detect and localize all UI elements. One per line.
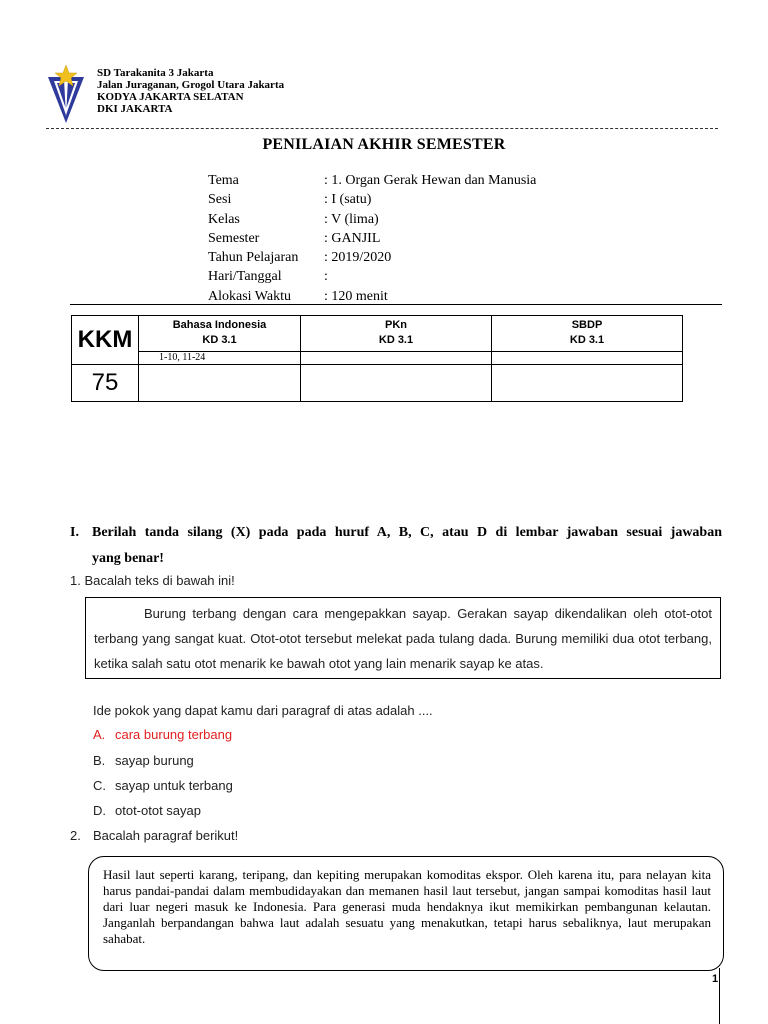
option-key: B. (93, 753, 106, 768)
school-district: KODYA JAKARTA SELATAN (97, 91, 244, 103)
info-label: Tahun Pelajaran (208, 250, 299, 266)
option-text: cara burung terbang (115, 727, 233, 742)
option-a[interactable] (93, 727, 232, 742)
score-cell (301, 365, 492, 402)
option-text: sayap burung (115, 753, 194, 768)
option-c[interactable] (93, 778, 233, 793)
info-row-sesi (208, 190, 536, 209)
option-text: otot-otot sayap (115, 803, 201, 818)
school-province: DKI JAKARTA (97, 103, 173, 115)
option-key: A. (93, 727, 106, 742)
info-divider (70, 304, 722, 305)
school-header (97, 67, 284, 115)
subject-cell-bahasa (139, 316, 301, 352)
info-label: Sesi (208, 192, 232, 208)
school-logo-icon (46, 65, 86, 125)
question-1-text: Ide pokok yang dapat kamu dari paragraf di atas adalah .... (93, 703, 433, 718)
subject-range: 1-10, 11-24 (139, 351, 301, 364)
question-2-passage-box (88, 856, 724, 971)
info-value: : 1. Organ Gerak Hewan dan Manusia (324, 173, 537, 188)
option-d[interactable] (93, 803, 201, 818)
subject-range (492, 351, 683, 364)
question-1-prompt: 1. Bacalah teks di bawah ini! (70, 573, 235, 588)
section-number: I. (70, 525, 79, 540)
info-value: : 2019/2020 (324, 250, 392, 266)
instruction-line: Berilah tanda silang (X) pada pada huruf A, B, C, atau D di lembar jawaban sesuai jawaban (92, 525, 722, 540)
info-row-tahun (208, 248, 536, 267)
question-number: 2. (70, 828, 81, 843)
instruction-line: yang benar! (92, 551, 164, 566)
info-label: Alokasi Waktu (208, 288, 291, 304)
kkm-value: 75 (72, 365, 139, 402)
option-key: C. (93, 778, 106, 793)
question-text: Bacalah paragraf berikut! (93, 828, 239, 843)
exam-info (208, 171, 536, 306)
page-title: PENILAIAN AKHIR SEMESTER (262, 136, 506, 153)
info-row-tanggal (208, 267, 536, 286)
school-address: Jalan Juraganan, Grogol Utara Jakarta (97, 79, 285, 91)
school-name: SD Tarakanita 3 Jakarta (97, 67, 214, 79)
info-label: Tema (208, 173, 239, 188)
subject-range (301, 351, 492, 364)
info-value: : (324, 269, 328, 285)
info-row-kelas (208, 210, 536, 229)
question-1-passage-box (85, 597, 721, 679)
score-cell (139, 365, 301, 402)
subject-cell-sbdp (492, 316, 683, 352)
subject-kd: KD 3.1 (378, 334, 414, 347)
info-value: : I (satu) (324, 192, 372, 208)
kkm-table (71, 315, 683, 402)
info-label: Kelas (208, 211, 240, 227)
question-2-prompt (70, 828, 238, 843)
info-label: Semester (208, 230, 260, 246)
info-value: : 120 menit (324, 288, 388, 304)
header-divider (46, 128, 718, 129)
subject-kd: KD 3.1 (569, 334, 605, 347)
page-margin-line (719, 968, 720, 1024)
question-2-passage: Hasil laut seperti karang, teripang, dan kepiting merupakan komoditas ekspor. Oleh karena itu, para nelayan kita harus pandai-pandai dalam membudidayakan dan memanen hasil laut tersebut, jangan sampai komoditas hasil laut dari luar negeri masuk ke Indonesia. Para generasi muda hendaknya ikut memikirkan pembangunan kelautan. Janganlah berpandangan bahwa laut adalah sesuatu yang menakutkan, tetapi harus sebaliknya, laut merupakan sahabat. (103, 867, 711, 946)
subject-cell-pkn (301, 316, 492, 352)
info-value: : GANJIL (324, 230, 381, 246)
option-text: sayap untuk terbang (115, 778, 233, 793)
info-row-semester (208, 229, 536, 248)
option-b[interactable] (93, 753, 194, 768)
kkm-label: KKM (72, 316, 139, 365)
subject-name: PKn (385, 319, 407, 332)
page-number: 1 (712, 973, 719, 985)
subject-name: SBDP (571, 319, 603, 332)
section-instruction (70, 520, 722, 572)
option-key: D. (93, 803, 106, 818)
subject-kd: KD 3.1 (202, 334, 237, 347)
subject-name: Bahasa Indonesia (172, 319, 267, 332)
score-cell (492, 365, 683, 402)
info-value: : V (lima) (324, 211, 379, 227)
question-1-passage: Burung terbang dengan cara mengepakkan sayap. Gerakan sayap dikendalikan oleh otot-otot terbang yang sangat kuat. Otot-otot tersebut melekat pada tulang dada. Burung memiliki dua otot terbang, ketika salah satu otot menarik ke bawah otot yang lain menarik sayap ke atas. (94, 606, 712, 671)
info-label: Hari/Tanggal (208, 269, 282, 285)
info-row-tema (208, 171, 536, 190)
